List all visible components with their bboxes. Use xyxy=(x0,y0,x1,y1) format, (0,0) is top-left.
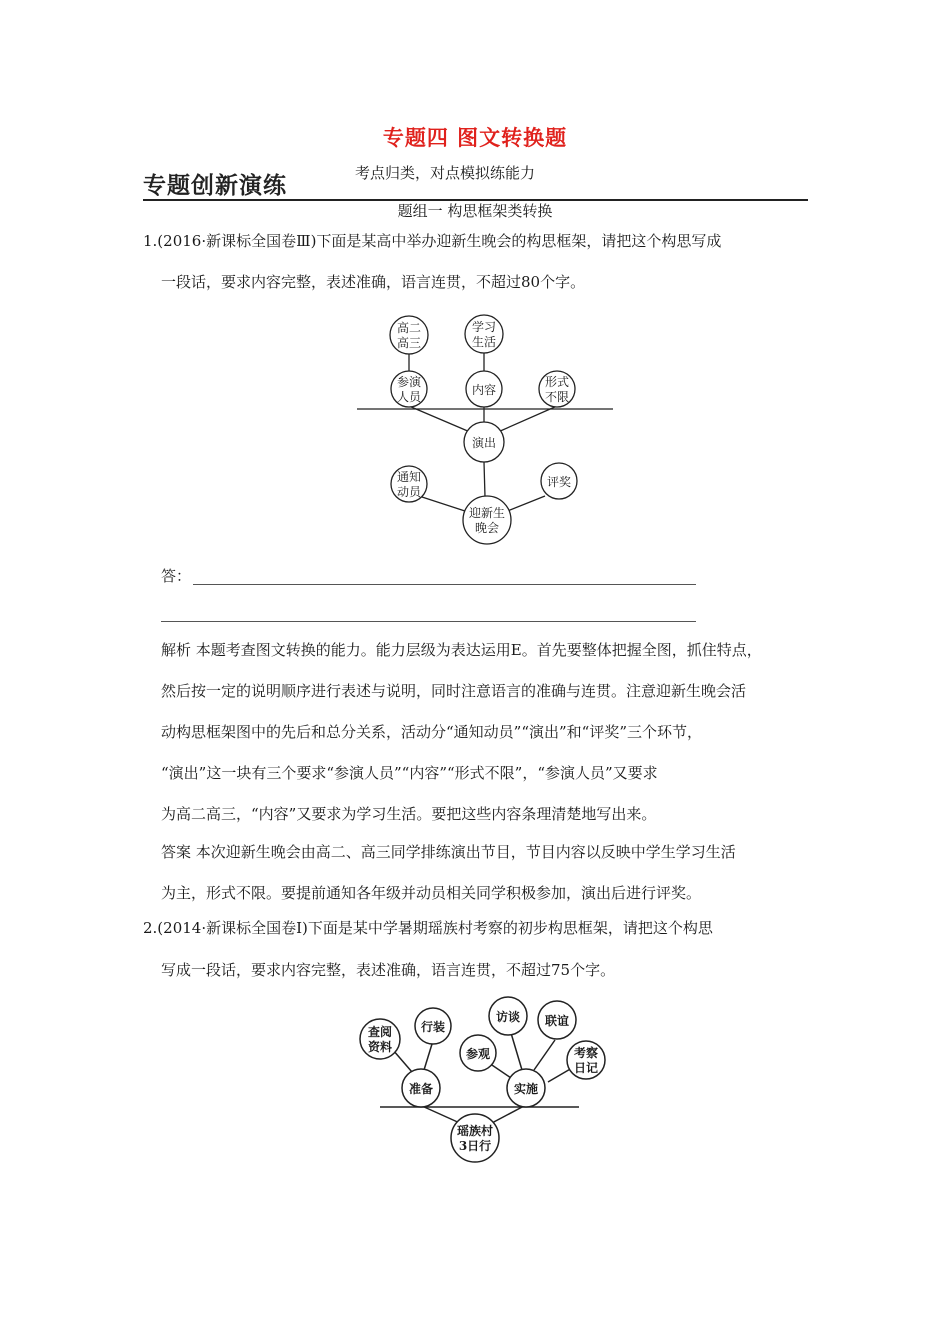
q2-label-chayue-1: 查阅 xyxy=(367,1025,393,1039)
q2-label-fangtan: 访谈 xyxy=(495,1010,521,1024)
q1-label-tongzhi-2: 动员 xyxy=(396,485,422,499)
q2-label-canguan: 参观 xyxy=(465,1047,491,1061)
q1-analysis-line4: “演出”这一块有三个要求“参演人员”“内容”“形式不限”，“参演人员”又要求 xyxy=(161,764,658,782)
q1-label-root-2: 晚会 xyxy=(474,521,500,535)
group-heading: 题组一 构思框架类转换 xyxy=(397,202,553,220)
q2-node-root xyxy=(451,1114,499,1162)
q2-label-root-1: 瑶族村 xyxy=(456,1124,494,1138)
q1-answer-line-1 xyxy=(193,584,696,585)
q2-label-chayue-2: 资料 xyxy=(367,1040,393,1054)
page-title: 专题四 图文转换题 xyxy=(382,126,568,150)
q1-label-gaoer-1: 高二 xyxy=(396,321,422,335)
q2-label-kaocha-1: 考察 xyxy=(573,1046,599,1060)
q1-label-pingjiang: 评奖 xyxy=(546,475,572,489)
q1-label-tongzhi-1: 通知 xyxy=(396,470,422,484)
q2-label-root-2: 3日行 xyxy=(458,1139,492,1153)
q1-label-yanchu: 演出 xyxy=(471,436,497,450)
q1-label-xingshi-2: 不限 xyxy=(544,390,570,404)
q2-prompt-line1: 2.(2014·新课标全国卷Ⅰ)下面是某中学暑期瑶族村考察的初步构思框架，请把这个构思 xyxy=(143,919,713,937)
q1-label-xingshi-1: 形式 xyxy=(544,375,570,389)
q2-label-xingzhuang: 行装 xyxy=(420,1020,446,1034)
q1-label-xuexi-1: 学习 xyxy=(471,320,497,334)
q1-prompt-line1: 1.(2016·新课标全国卷Ⅲ)下面是某高中举办迎新生晚会的构思框架，请把这个构思写成 xyxy=(143,232,722,250)
q1-analysis-line5: 为高二高三，“内容”又要求为学习生活。要把这些内容条理清楚地写出来。 xyxy=(161,805,657,823)
q2-label-shishi: 实施 xyxy=(513,1082,539,1096)
q1-label-gaoer-2: 高三 xyxy=(396,336,422,350)
q1-label-canyan-1: 参演 xyxy=(396,375,422,389)
section-badge: 专题创新演练 xyxy=(143,173,287,199)
q1-answer-line-2 xyxy=(161,621,696,622)
q1-label-xuexi-2: 生活 xyxy=(471,335,497,349)
section-slogan: 考点归类，对点模拟练能力 xyxy=(355,164,536,182)
q1-analysis-line1: 解析 本题考查图文转换的能力。能力层级为表达运用E。首先要整体把握全图，抓住特点， xyxy=(161,641,762,659)
q2-prompt-line2: 写成一段话，要求内容完整，表述准确，语言连贯，不超过75个字。 xyxy=(161,961,616,979)
q1-node-root xyxy=(463,496,511,544)
q1-prompt-line2: 一段话，要求内容完整，表述准确，语言连贯，不超过80个字。 xyxy=(161,273,586,291)
q1-answer-label: 答： xyxy=(161,567,192,585)
q1-label-neirong: 内容 xyxy=(471,383,497,397)
q1-label-root-1: 迎新生 xyxy=(468,506,506,520)
q1-analysis-line2: 然后按一定的说明顺序进行表述与说明，同时注意语言的准确与连贯。注意迎新生晚会活 xyxy=(161,682,747,700)
q1-label-canyan-2: 人员 xyxy=(396,390,422,404)
q2-label-kaocha-2: 日记 xyxy=(573,1061,599,1075)
q1-analysis-line3: 动构思框架图中的先后和总分关系，活动分“通知动员”“演出”和“评奖”三个环节， xyxy=(161,723,703,741)
q2-label-lianyi: 联谊 xyxy=(544,1014,570,1028)
q2-label-zhunbei: 准备 xyxy=(408,1082,434,1096)
q1-answer-text-line1: 答案 本次迎新生晚会由高二、高三同学排练演出节目，节目内容以反映中学生学习生活 xyxy=(161,843,736,861)
q1-answer-text-line2: 为主，形式不限。要提前通知各年级并动员相关同学积极参加，演出后进行评奖。 xyxy=(161,884,702,902)
